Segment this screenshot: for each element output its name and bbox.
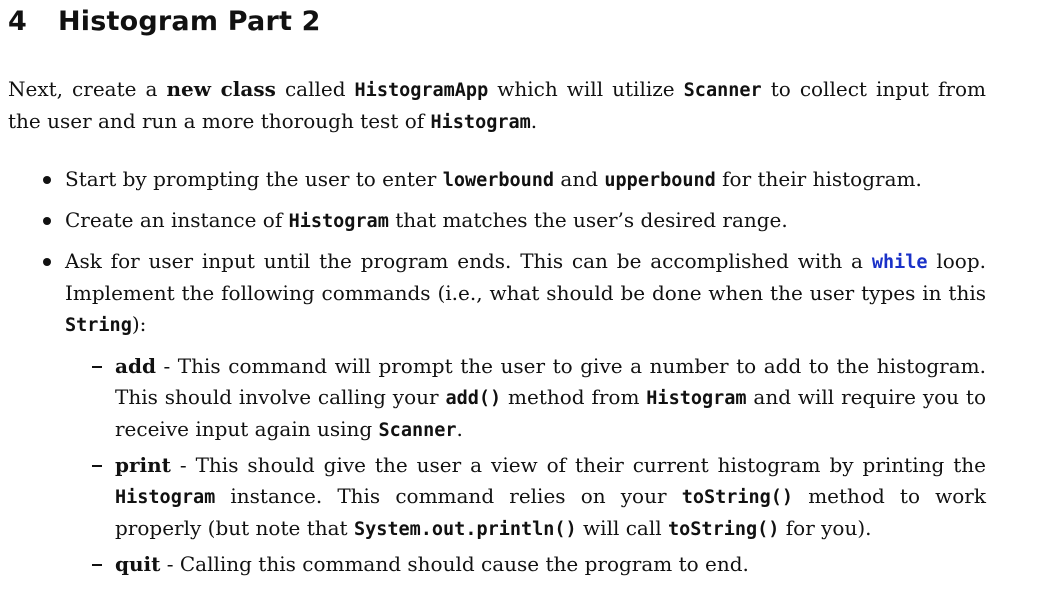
code-tostring: toString(): [681, 487, 794, 508]
command-item-quit: [90, 549, 986, 580]
list-item: [40, 205, 986, 237]
intro-text: to collect input from the user and run a more thorough test of: [8, 77, 986, 133]
command-item-add: [90, 351, 986, 446]
item-text: ):: [131, 312, 147, 336]
bullet-icon: [43, 176, 51, 184]
code-histogram: Histogram: [288, 211, 389, 232]
code-upperbound: upperbound: [604, 170, 716, 191]
item-text: Start by prompting the user to enter: [65, 167, 443, 191]
command-text: method to work properly (but note that: [115, 484, 986, 540]
item-text: and: [554, 167, 605, 191]
code-scanner: Scanner: [378, 420, 457, 441]
intro-text: Next, create a: [8, 77, 167, 101]
code-tostring: toString(): [668, 519, 780, 540]
intro-text: .: [530, 109, 538, 133]
code-histogram: Histogram: [115, 487, 216, 508]
command-text: will call: [576, 516, 669, 540]
code-histogram: Histogram: [646, 388, 747, 409]
code-string: String: [65, 315, 132, 336]
command-text: method from: [501, 385, 647, 409]
code-histogramapp: HistogramApp: [354, 80, 489, 101]
code-system-out-println: System.out.println(): [353, 519, 577, 540]
item-text: for their histogram.: [715, 167, 922, 191]
dash-icon: [92, 366, 102, 368]
code-lowerbound: lowerbound: [442, 170, 555, 191]
command-name: print: [115, 453, 171, 477]
section-title: Histogram Part 2: [58, 6, 321, 37]
dash-icon: [92, 564, 102, 566]
intro-paragraph: [8, 74, 986, 138]
command-name: quit: [115, 552, 161, 576]
instruction-list: [40, 164, 986, 584]
dash-icon: [92, 465, 102, 467]
code-scanner: Scanner: [683, 80, 762, 101]
command-text: - This should give the user a view of their current histogram by printing the: [170, 453, 986, 477]
item-text: Ask for user input until the program ends. This can be accomplished with a: [65, 249, 872, 273]
intro-text: called: [275, 77, 355, 101]
intro-bold-new-class: new class: [166, 77, 276, 101]
command-text: for you).: [779, 516, 872, 540]
item-text: loop. Implement the following commands (i.e., what should be done when the user types in this: [65, 249, 987, 305]
command-list: [90, 351, 986, 580]
command-text: - Calling this command should cause the program to end.: [160, 552, 749, 576]
bullet-icon: [43, 217, 51, 225]
item-text: that matches the user’s desired range.: [388, 208, 788, 232]
code-keyword-while: while: [871, 252, 928, 273]
bullet-icon: [43, 258, 51, 266]
intro-text: which will utilize: [488, 77, 684, 101]
list-item: [40, 164, 986, 196]
command-text: and will require you to receive input again using: [115, 385, 986, 441]
command-name: add: [115, 354, 156, 378]
item-text: Create an instance of: [65, 208, 289, 232]
code-add-method: add(): [445, 388, 502, 409]
command-text: - This command will prompt the user to give a number to add to the histogram. This should involve calling your: [115, 354, 986, 409]
command-text: .: [456, 417, 463, 441]
code-histogram: Histogram: [430, 112, 531, 133]
list-item: [40, 246, 986, 580]
section-heading: [8, 6, 321, 37]
command-text: instance. This command relies on your: [215, 484, 682, 508]
section-number: 4: [8, 6, 27, 37]
command-item-print: [90, 450, 986, 545]
